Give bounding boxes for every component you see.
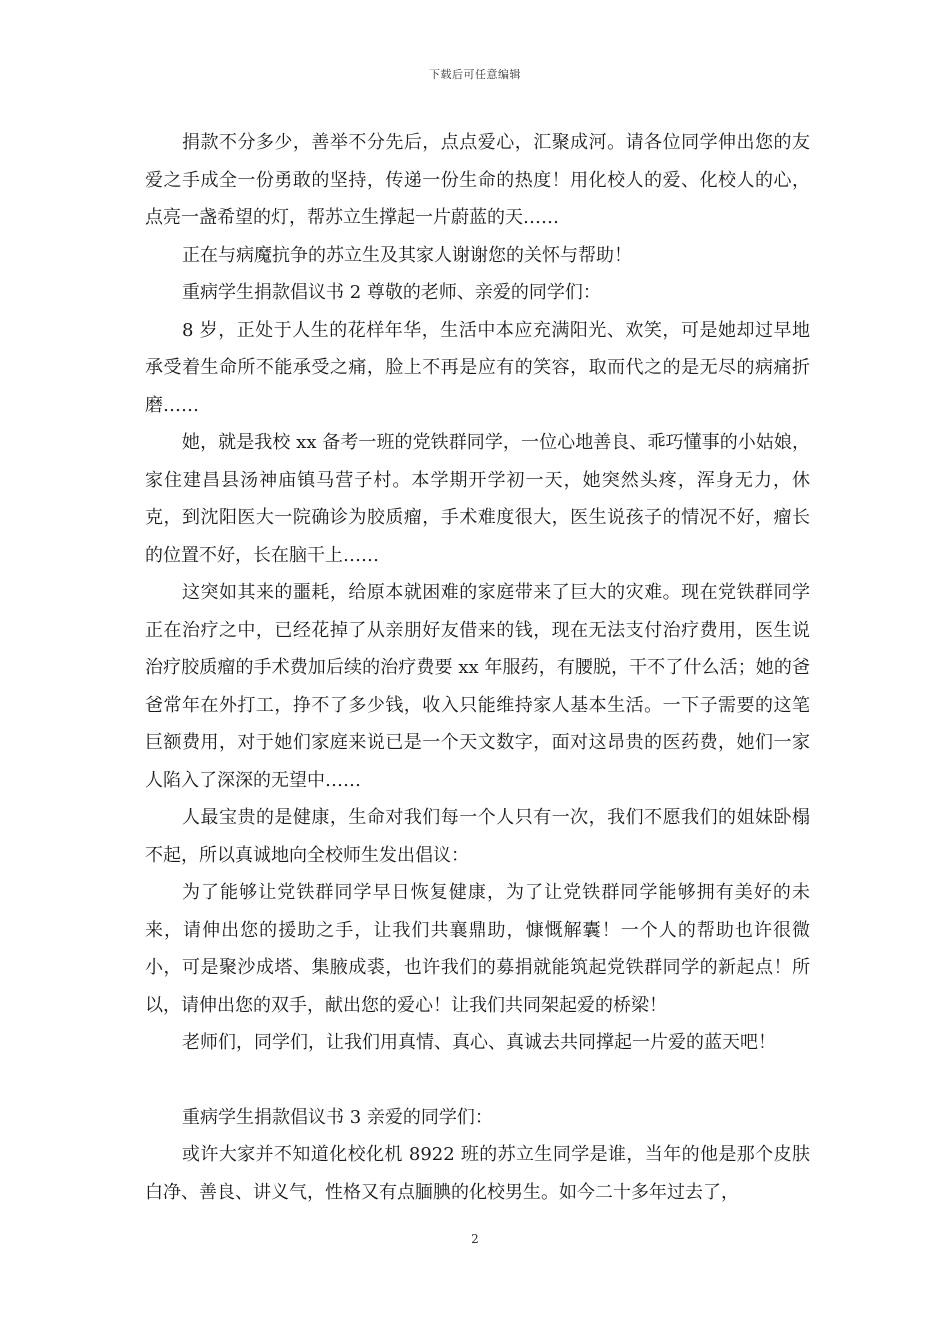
paragraph-closing: 老师们，同学们，让我们用真情、真心、真诚去共同撑起一片爱的蓝天吧！ [182,1032,776,1053]
paragraph-age-intro: 8 岁，正处于人生的花样年华，生活中本应充满阳光、欢笑，可是她却过早地承受着生命所不能承受之痛，脸上不再是应有的笑容，取而代之的是无尽的病痛折磨…… [145,319,810,416]
paragraph-donation-appeal: 捐款不分多少，善举不分先后，点点爱心，汇聚成河。请各位同学伸出您的友爱之手成全一份勇敢的坚持，传递一份生命的热度！用化校人的爱、化校人的心，点亮一盏希望的灯，帮苏立生撑起一片蔚蓝的天…… [145,132,810,228]
document-body [145,124,810,1211]
paragraph-family-hardship: 这突如其来的噩耗，给原本就困难的家庭带来了巨大的灾难。现在党铁群同学正在治疗之中，已经花掉了从亲朋好友借来的钱，现在无法支付治疗费用，医生说治疗胶质瘤的手术费加后续的治疗费要 xx 年服药，有腰脱，干不了什么活；她的爸爸常年在外打工，挣不了多少钱，收入只能维持家人基本生活。一下子需要的这笔巨额费用，对于她们家庭来说已是一个天文数字，面对这昂贵的医药费，她们一家人陷入了深深的无望中…… [145,582,810,791]
paragraph-classmate-intro: 或许大家并不知道化校化机 8922 班的苏立生同学是谁，当年的他是那个皮肤白净、善良、讲义气，性格又有点腼腆的化校男生。如今二十多年过去了， [145,1144,810,1203]
paragraph-call-to-action: 为了能够让党铁群同学早日恢复健康，为了让党铁群同学能够拥有美好的未来，请伸出您的援助之手，让我们共襄鼎助，慷慨解囊！一个人的帮助也许很微小，可是聚沙成塔、集腋成裘，也许我们的募捐就能筑起党铁群同学的新起点！所以，请伸出您的双手，献出您的爱心！让我们共同架起爱的桥梁！ [145,882,810,1016]
paragraph-proposal-3-heading: 重病学生捐款倡议书 3 亲爱的同学们： [182,1106,493,1128]
page-header-note: 下载后可任意编辑 [429,68,521,81]
paragraph-thanks: 正在与病魔抗争的苏立生及其家人谢谢您的关怀与帮助！ [182,244,632,266]
paragraph-health-value: 人最宝贵的是健康，生命对我们每一个人只有一次，我们不愿我们的姐妹卧榻不起，所以真诚地向全校师生发出倡议： [145,807,810,866]
page-number: 2 [471,1232,479,1246]
paragraph-proposal-2-heading: 重病学生捐款倡议书 2 尊敬的老师、亲爱的同学们： [182,282,601,303]
paragraph-student-background: 她，就是我校 xx 备考一班的党铁群同学，一位心地善良、乖巧懂事的小姑娘，家住建昌县汤神庙镇马营子村。本学期开学初一天，她突然头疼，浑身无力，休克，到沈阳医大一院确诊为胶质瘤，手术难度很大，医生说孩子的情况不好，瘤长的位置不好，长在脑干上…… [145,432,810,566]
